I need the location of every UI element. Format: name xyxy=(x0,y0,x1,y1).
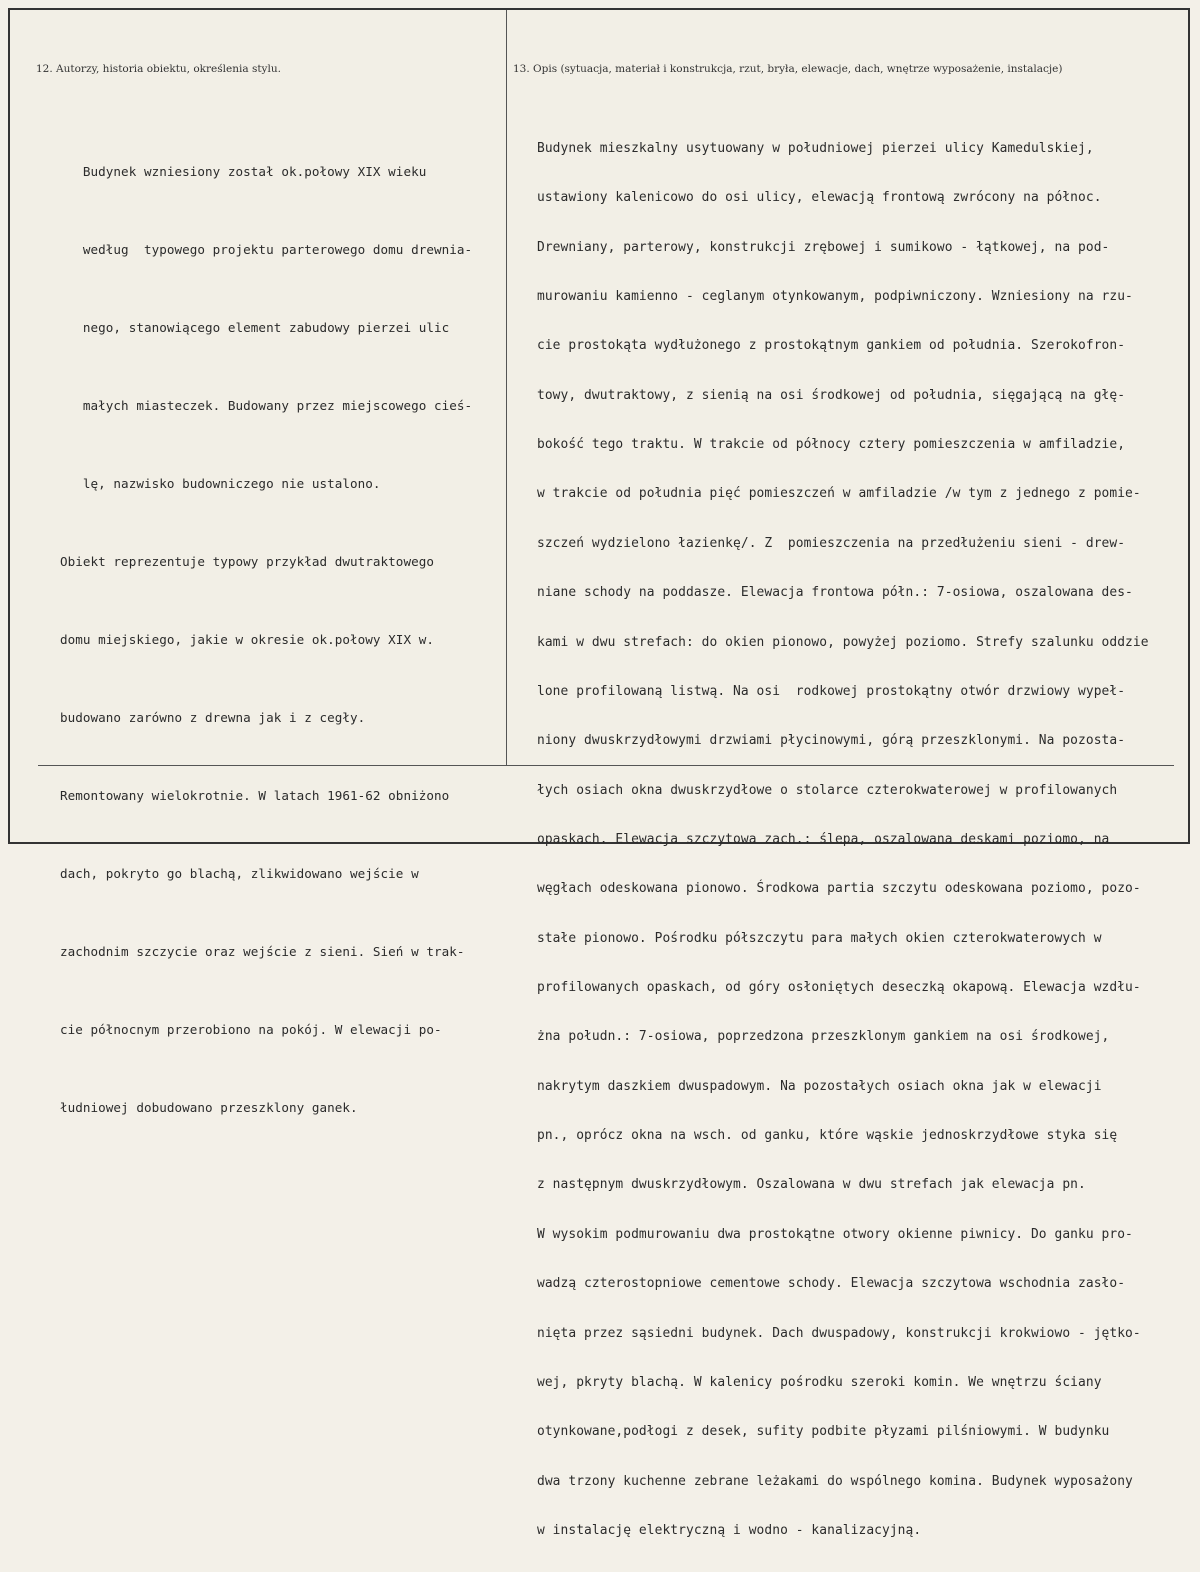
text-line: zachodnim szczycie oraz wejście z sieni. Sień w trak- xyxy=(60,944,465,959)
section-12-label: 12. Autorzy, historia obiektu, określenia stylu. xyxy=(36,63,281,75)
text-line: W wysokim podmurowaniu dwa prostokątne otwory okienne piwnicy. Do ganku pro- xyxy=(537,1226,1133,1242)
text-line: murowaniu kamienno - ceglanym otynkowanym, podpiwniczony. Wzniesiony na rzu- xyxy=(537,288,1133,304)
record-card xyxy=(8,8,1190,1538)
text-line: w trakcie od południa pięć pomieszczeń w amfiladzie /w tym z jednego z pomie- xyxy=(537,486,1141,502)
text-line: dwa trzony kuchenne zebrane leżakami do wspólnego komina. Budynek wyposażony xyxy=(537,1473,1133,1489)
history-text xyxy=(60,107,472,1173)
text-line: stałe pionowo. Pośrodku półszczytu para małych okien czterokwaterowych w xyxy=(537,930,1102,946)
text-line: wadzą czterostopniowe cementowe schody. Elewacja szczytowa wschodnia zasło- xyxy=(537,1276,1126,1292)
description-text xyxy=(537,108,1149,1572)
text-line: Budynek mieszkalny usytuowany w południowej pierzei ulicy Kamedulskiej, xyxy=(537,140,1094,156)
text-line: budowano zarówno z drewna jak i z cegły. xyxy=(60,710,366,725)
text-line: nięta przez sąsiedni budynek. Dach dwuspadowy, konstrukcji krokwiowo - jętko- xyxy=(537,1325,1141,1341)
text-line: lę, nazwisko budowniczego nie ustalono. xyxy=(60,476,381,491)
text-line: Obiekt reprezentuje typowy przykład dwutraktowego xyxy=(60,554,434,569)
text-line: żna połudn.: 7-osiowa, poprzedzona przeszklonym gankiem na osi środkowej, xyxy=(537,1029,1110,1045)
section-13-label: 13. Opis (sytuacja, materiał i konstrukcja, rzut, bryła, elewacje, dach, wnętrze wyposażenie, instalacje) xyxy=(513,63,1063,75)
text-line: małych miasteczek. Budowany przez miejscowego cieś- xyxy=(60,398,473,413)
text-line: ustawiony kalenicowo do osi ulicy, elewacją frontową zwrócony na północ. xyxy=(537,190,1102,206)
text-line: Remontowany wielokrotnie. W latach 1961-62 obniżono xyxy=(60,788,450,803)
text-line: opaskach. Elewacja szczytowa zach.: ślepa, oszalowana deskami poziomo, na xyxy=(537,831,1110,847)
text-line: niane schody na poddasze. Elewacja frontowa półn.: 7-osiowa, oszalowana des- xyxy=(537,585,1133,601)
text-line: pn., oprócz okna na wsch. od ganku, które wąskie jednoskrzydłowe styka się xyxy=(537,1128,1118,1144)
text-line: węgłach odeskowana pionowo. Środkowa partia szczytu odeskowana poziomo, pozo- xyxy=(537,881,1141,897)
column-divider xyxy=(506,10,507,766)
text-line: Drewniany, parterowy, konstrukcji zrębowej i sumikowo - łątkowej, na pod- xyxy=(537,239,1110,255)
text-line: łudniowej dobudowano przeszklony ganek. xyxy=(60,1100,358,1115)
text-line: wej, pkryty blachą. W kalenicy pośrodku szeroki komin. We wnętrzu ściany xyxy=(537,1374,1102,1390)
text-line: cie północnym przerobiono na pokój. W elewacji po- xyxy=(60,1022,442,1037)
text-line: szczeń wydzielono łazienkę/. Z pomieszczenia na przedłużeniu sieni - drew- xyxy=(537,535,1126,551)
text-line: nego, stanowiącego element zabudowy pierzei ulic xyxy=(60,320,450,335)
text-line: domu miejskiego, jakie w okresie ok.połowy XIX w. xyxy=(60,632,434,647)
text-line: z następnym dwuskrzydłowym. Oszalowana w dwu strefach jak elewacja pn. xyxy=(537,1177,1086,1193)
text-line: w instalację elektryczną i wodno - kanalizacyjną. xyxy=(537,1522,922,1538)
text-line: kami w dwu strefach: do okien pionowo, powyżej poziomo. Strefy szalunku oddzie xyxy=(537,634,1149,650)
text-line: otynkowane,podłogi z desek, sufity podbite płyzami pilśniowymi. W budynku xyxy=(537,1424,1110,1440)
text-line: bokość tego traktu. W trakcie od północy cztery pomieszczenia w amfiladzie, xyxy=(537,437,1126,453)
text-line: lone profilowaną listwą. Na osi rodkowej prostokątny otwór drzwiowy wypeł- xyxy=(537,683,1126,699)
text-line: profilowanych opaskach, od góry osłoniętych deseczką okapową. Elewacja wzdłu- xyxy=(537,980,1141,996)
text-line: nakrytym daszkiem dwuspadowym. Na pozostałych osiach okna jak w elewacji xyxy=(537,1078,1102,1094)
text-line: według typowego projektu parterowego domu drewnia- xyxy=(60,242,473,257)
text-line: niony dwuskrzydłowymi drzwiami płycinowymi, górą przeszklonymi. Na pozosta- xyxy=(537,733,1126,749)
text-line: Budynek wzniesiony został ok.połowy XIX wieku xyxy=(60,164,427,179)
text-line: towy, dwutraktowy, z sienią na osi środkowej od południa, sięgającą na głę- xyxy=(537,387,1126,403)
text-line: cie prostokąta wydłużonego z prostokątnym gankiem od południa. Szerokofron- xyxy=(537,338,1126,354)
text-line: łych osiach okna dwuskrzydłowe o stolarce czterokwaterowej w profilowanych xyxy=(537,782,1118,798)
text-line: dach, pokryto go blachą, zlikwidowano wejście w xyxy=(60,866,419,881)
